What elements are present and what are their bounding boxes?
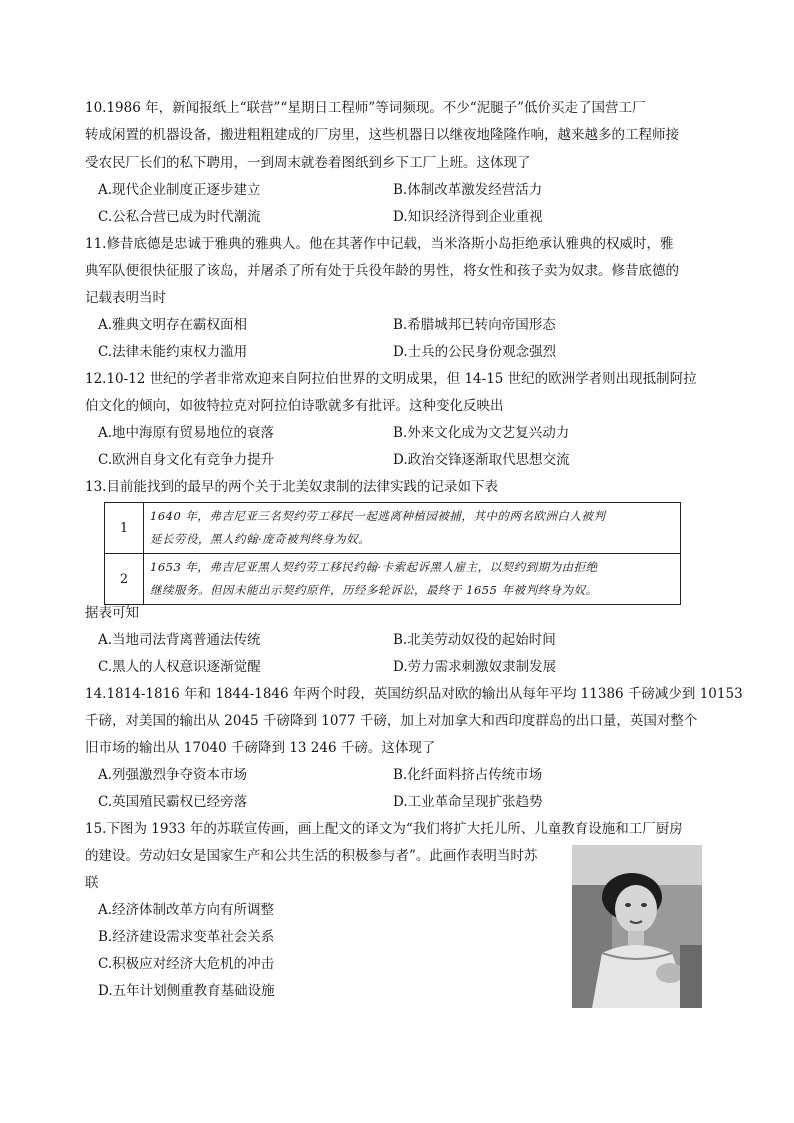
q10-option-b[interactable]: B.体制改革激发经营活力: [393, 182, 543, 198]
record-text: [144, 503, 681, 554]
q13-stem-line-1: 13.目前能找到的最早的两个关于北美奴隶制的法律实践的记录如下表: [85, 479, 498, 495]
record-text-line: 1640 年，弗吉尼亚三名契约劳工移民一起逃离种植园被捕，其中的两名欧洲白人被判: [150, 509, 606, 523]
q13-option-d[interactable]: D.劳力需求刺激奴隶制发展: [393, 659, 557, 675]
q10-stem-line-1: 10.1986 年，新闻报纸上“联营”“星期日工程师”等词频现。不少“泥腿子”低价买走了国营工厂: [85, 100, 646, 116]
soviet-poster-image: [572, 845, 702, 1008]
q11-stem-line-1: 11.修昔底德是忠诚于雅典的雅典人。他在其著作中记载，当米洛斯小岛拒绝承认雅典的权威时，雅: [85, 236, 674, 252]
q13-records-table: [104, 502, 681, 605]
q12-option-b[interactable]: B.外来文化成为文艺复兴动力: [393, 425, 570, 441]
poster-woman-illustration: [572, 845, 702, 1008]
q14-option-a[interactable]: A.列强激烈争夺资本市场: [98, 767, 248, 783]
record-text-line: 延长劳役，黑人约翰·庞奇被判终身为奴。: [150, 532, 371, 546]
q12-option-c[interactable]: C.欧洲自身文化有竞争力提升: [98, 452, 275, 468]
q15-option-c[interactable]: C.积极应对经济大危机的冲击: [98, 956, 275, 972]
q12-stem-line-1: 12.10-12 世纪的学者非常欢迎来自阿拉伯世界的文明成果，但 14-15 世纪的欧洲学者则出现抵制阿拉: [85, 371, 697, 387]
q15-option-d[interactable]: D.五年计划侧重教育基础设施: [98, 983, 275, 999]
q10-stem-line-3: 受农民厂长们的私下聘用，一到周末就卷着图纸到乡下工厂上班。这体现了: [85, 155, 531, 171]
q13-after-table: 据表可知: [85, 605, 139, 621]
q15-stem-line-3: 联: [85, 875, 99, 891]
table-row: [105, 554, 681, 605]
q15-option-b[interactable]: B.经济建设需求变革社会关系: [98, 929, 275, 945]
q14-stem-line-1: 14.1814-1816 年和 1844-1846 年两个时段，英国纺织品对欧的输出从每年平均 11386 千磅减少到 10153: [85, 686, 743, 702]
q10-stem-line-2: 转成闲置的机器设备，搬进粗粗建成的厂房里，这些机器日以继夜地隆隆作响，越来越多的工程师接: [85, 127, 679, 143]
record-number: 2: [105, 554, 144, 605]
q11-option-b[interactable]: B.希腊城邦已转向帝国形态: [393, 317, 556, 333]
table-row: [105, 503, 681, 554]
q10-option-a[interactable]: A.现代企业制度正逐步建立: [98, 182, 261, 198]
q15-stem-line-1: 15.下图为 1933 年的苏联宣传画，画上配文的译文为“我们将扩大托儿所、儿童教育设施和工厂厨房: [85, 821, 683, 837]
q10-option-c[interactable]: C.公私合营已成为时代潮流: [98, 209, 261, 225]
q14-option-d[interactable]: D.工业革命呈现扩张趋势: [393, 794, 543, 810]
q10-option-d[interactable]: D.知识经济得到企业重视: [393, 209, 543, 225]
q11-stem-line-2: 典军队便很快征服了该岛，并屠杀了所有处于兵役年龄的男性，将女性和孩子卖为奴隶。修昔底德的: [85, 263, 679, 279]
q11-option-a[interactable]: A.雅典文明存在霸权面相: [98, 317, 248, 333]
q11-option-d[interactable]: D.士兵的公民身份观念强烈: [393, 344, 557, 360]
q13-option-b[interactable]: B.北美劳动奴役的起始时间: [393, 632, 556, 648]
q14-option-c[interactable]: C.英国殖民霸权已经旁落: [98, 794, 248, 810]
record-text: [144, 554, 681, 605]
q11-option-c[interactable]: C.法律未能约束权力滥用: [98, 344, 248, 360]
q12-option-a[interactable]: A.地中海原有贸易地位的衰落: [98, 425, 275, 441]
record-number: 1: [105, 503, 144, 554]
q14-stem-line-3: 旧市场的输出从 17040 千磅降到 13 246 千磅。这体现了: [85, 740, 436, 756]
record-text-line: 1653 年，弗吉尼亚黑人契约劳工移民约翰·卡索起诉黑人雇主，以契约到期为由拒绝: [150, 560, 598, 574]
q12-stem-line-2: 伯文化的倾向，如彼特拉克对阿拉伯诗歌就多有批评。这种变化反映出: [85, 398, 504, 414]
q15-option-a[interactable]: A.经济体制改革方向有所调整: [98, 902, 275, 918]
q15-stem-line-2: 的建设。劳动妇女是国家生产和公共生活的积极参与者”。此画作表明当时苏: [85, 848, 538, 864]
q14-stem-line-2: 千磅，对美国的输出从 2045 千磅降到 1077 千磅，加上对加拿大和西印度群岛的出口量，英国对整个: [85, 713, 698, 729]
q12-option-d[interactable]: D.政治交锋逐渐取代思想交流: [393, 452, 570, 468]
q11-stem-line-3: 记载表明当时: [85, 290, 166, 306]
q13-option-c[interactable]: C.黑人的人权意识逐渐觉醒: [98, 659, 261, 675]
record-text-line: 继续服务。但因未能出示契约原件，历经多轮诉讼，最终于 1655 年被判终身为奴。: [150, 583, 598, 597]
q14-option-b[interactable]: B.化纤面料挤占传统市场: [393, 767, 543, 783]
q13-option-a[interactable]: A.当地司法背离普通法传统: [98, 632, 261, 648]
